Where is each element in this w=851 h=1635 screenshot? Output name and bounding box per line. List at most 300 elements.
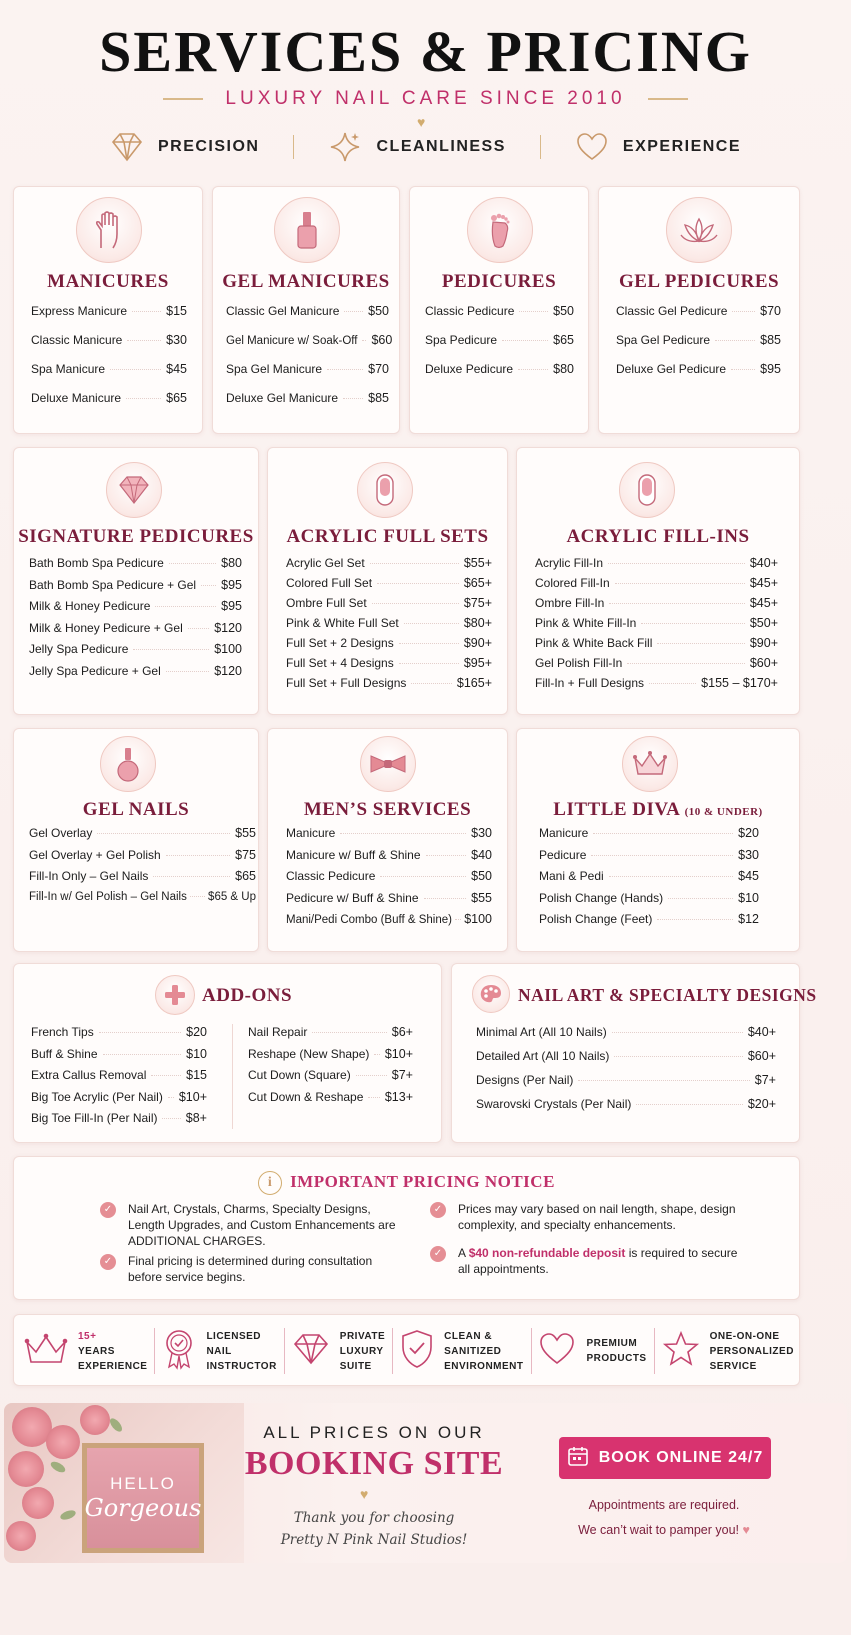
age-note: (10 & UNDER) bbox=[684, 806, 763, 818]
notice-item bbox=[100, 1253, 400, 1285]
price-row bbox=[476, 1025, 776, 1049]
service-name: Big Toe Acrylic (Per Nail) bbox=[31, 1089, 163, 1104]
service-name: Swarovski Crystals (Per Nail) bbox=[476, 1097, 632, 1111]
price-row bbox=[29, 848, 256, 870]
section-title: MEN’S SERVICES bbox=[303, 799, 472, 820]
service-price: $30 bbox=[471, 826, 492, 840]
service-price: $40+ bbox=[747, 1025, 776, 1039]
service-price: $45+ bbox=[749, 596, 778, 610]
service-name: Fill-In + Full Designs bbox=[535, 676, 645, 690]
service-name: Spa Gel Pedicure bbox=[616, 333, 711, 347]
service-price: $50+ bbox=[749, 616, 778, 630]
divider bbox=[531, 1328, 532, 1374]
badge-experience bbox=[24, 1329, 147, 1374]
service-name: Gel Polish Fill-In bbox=[535, 656, 623, 670]
notice-title bbox=[14, 1171, 799, 1195]
divider bbox=[392, 1328, 393, 1374]
leaf bbox=[108, 1416, 124, 1433]
plus-icon bbox=[155, 975, 195, 1015]
sparkle-icon bbox=[328, 130, 362, 164]
service-price: $10 bbox=[738, 890, 759, 905]
price-row bbox=[31, 1111, 207, 1133]
service-name: Deluxe Gel Manicure bbox=[226, 391, 339, 405]
price-list bbox=[425, 304, 574, 391]
price-row bbox=[425, 304, 574, 333]
flower bbox=[8, 1451, 44, 1487]
feature-label: PRECISION bbox=[157, 138, 260, 155]
section-title: SIGNATURE PEDICURES bbox=[18, 526, 254, 547]
price-list bbox=[539, 826, 759, 934]
price-row bbox=[286, 556, 492, 576]
price-list bbox=[226, 304, 393, 420]
service-price: $90+ bbox=[463, 636, 492, 650]
service-name: Jelly Spa Pedicure bbox=[29, 642, 129, 656]
service-price: $80 bbox=[221, 556, 242, 570]
service-price: $50 bbox=[471, 869, 492, 883]
service-price: $80 bbox=[553, 362, 574, 376]
price-row bbox=[29, 578, 242, 600]
price-row bbox=[616, 304, 781, 333]
feature-row bbox=[0, 130, 851, 164]
price-row bbox=[286, 636, 492, 656]
service-name: Classic Pedicure bbox=[425, 304, 515, 318]
polish-bottle-icon bbox=[274, 197, 340, 263]
price-row bbox=[31, 391, 187, 420]
card-gel-manicures bbox=[212, 186, 400, 434]
floral-decoration bbox=[4, 1403, 244, 1563]
card-acrylic-fill-ins bbox=[516, 447, 800, 715]
badge-licensed bbox=[162, 1328, 276, 1375]
service-name: Detailed Art (All 10 Nails) bbox=[476, 1049, 610, 1063]
service-name: Reshape (New Shape) bbox=[248, 1046, 370, 1061]
notice-item bbox=[430, 1245, 740, 1277]
divider bbox=[163, 98, 203, 100]
service-name: Bath Bomb Spa Pedicure + Gel bbox=[29, 577, 197, 592]
service-price: $65+ bbox=[463, 576, 492, 590]
notice-text: Final pricing is determined during consultation before service begins. bbox=[128, 1254, 373, 1284]
service-name: Deluxe Manicure bbox=[31, 391, 122, 405]
service-price: $30 bbox=[166, 333, 187, 347]
service-price: $30 bbox=[738, 847, 759, 862]
service-price: $20+ bbox=[747, 1097, 776, 1111]
price-row bbox=[31, 304, 187, 333]
service-name: Spa Gel Manicure bbox=[226, 362, 323, 376]
service-name: Gel Overlay bbox=[29, 826, 93, 840]
thanks-line: Pretty N Pink Nail Studios! bbox=[280, 1532, 468, 1548]
service-price: $85 bbox=[760, 333, 781, 347]
price-list bbox=[286, 556, 492, 696]
badge-line: INSTRUCTOR bbox=[206, 1360, 277, 1372]
service-name: Jelly Spa Pedicure + Gel bbox=[29, 663, 161, 678]
service-price: $165+ bbox=[456, 676, 492, 690]
price-row bbox=[29, 869, 256, 891]
service-price: $45 bbox=[738, 869, 759, 883]
service-name: Ombre Full Set bbox=[286, 596, 367, 610]
card-nail-art bbox=[451, 963, 817, 1143]
service-price: $8+ bbox=[185, 1111, 207, 1125]
price-row bbox=[31, 333, 187, 362]
service-price: $95 bbox=[760, 362, 781, 376]
service-name: Express Manicure bbox=[31, 304, 128, 318]
sign-hello: HELLO bbox=[110, 1474, 176, 1493]
service-name: French Tips bbox=[31, 1025, 94, 1039]
crown-icon bbox=[24, 1332, 68, 1371]
diamond-icon bbox=[292, 1333, 330, 1370]
check-icon: ✓ bbox=[430, 1246, 446, 1262]
price-row bbox=[286, 616, 492, 636]
badge-text bbox=[710, 1329, 794, 1374]
badge-line: SUITE bbox=[339, 1360, 372, 1372]
service-price: $7+ bbox=[391, 1068, 413, 1082]
service-name: Manicure w/ Buff & Shine bbox=[286, 847, 421, 862]
badge-line: YEARS bbox=[78, 1345, 115, 1357]
crown-icon bbox=[622, 736, 678, 792]
price-row bbox=[286, 826, 492, 848]
price-row bbox=[31, 1068, 207, 1090]
thank-you-message bbox=[244, 1507, 504, 1551]
service-price: $85 bbox=[368, 391, 389, 405]
service-price: $40+ bbox=[749, 556, 778, 570]
appointment-line: Appointments are required. bbox=[588, 1498, 740, 1512]
service-price: $55 bbox=[235, 826, 256, 840]
service-price: $60+ bbox=[747, 1049, 776, 1063]
price-list-right bbox=[248, 1025, 413, 1111]
flower bbox=[6, 1521, 36, 1551]
heart-icon bbox=[575, 130, 609, 164]
price-row bbox=[29, 599, 242, 621]
service-price: $10+ bbox=[178, 1089, 207, 1104]
card-gel-pedicures bbox=[598, 186, 800, 434]
service-name: Buff & Shine bbox=[31, 1046, 98, 1061]
lotus-icon bbox=[666, 197, 732, 263]
badge-clean bbox=[400, 1329, 523, 1374]
shield-check-icon bbox=[400, 1329, 434, 1374]
service-name: Manicure bbox=[539, 826, 589, 840]
price-list-left bbox=[31, 1025, 207, 1133]
service-name: Mani & Pedi bbox=[539, 869, 604, 883]
notice-text: Prices may vary based on nail length, shape, design complexity, and specialty enhancements. bbox=[458, 1202, 736, 1232]
service-price: $60+ bbox=[749, 656, 778, 670]
service-price: $10 bbox=[186, 1046, 207, 1061]
price-row bbox=[286, 912, 492, 934]
section-title: PEDICURES bbox=[441, 271, 557, 292]
footer-banner bbox=[4, 1403, 847, 1563]
section-title: GEL MANICURES bbox=[222, 271, 390, 292]
booking-line2: BOOKING SITE bbox=[244, 1445, 504, 1482]
service-name: Gel Manicure w/ Soak-Off bbox=[226, 335, 358, 347]
book-online-label: BOOK ONLINE 24/7 bbox=[598, 1449, 764, 1466]
price-row bbox=[29, 664, 242, 686]
badge-line: PRODUCTS bbox=[586, 1353, 647, 1364]
service-name: Cut Down (Square) bbox=[248, 1068, 351, 1082]
service-name: Pink & White Back Fill bbox=[535, 636, 653, 650]
deposit-highlight: $40 non-refundable deposit bbox=[468, 1246, 626, 1260]
price-row bbox=[476, 1097, 776, 1121]
service-price: $13+ bbox=[384, 1089, 413, 1104]
service-price: $6+ bbox=[391, 1025, 413, 1039]
service-name: Fill-In Only – Gel Nails bbox=[29, 869, 149, 883]
section-title: GEL NAILS bbox=[82, 799, 190, 820]
diamond-icon bbox=[110, 130, 144, 164]
badge-text bbox=[586, 1336, 646, 1366]
price-row bbox=[31, 362, 187, 391]
service-price: $7+ bbox=[754, 1073, 776, 1087]
divider bbox=[654, 1328, 655, 1374]
service-name: Spa Pedicure bbox=[425, 333, 498, 347]
booking-line1: ALL PRICES ON OUR bbox=[263, 1423, 485, 1442]
price-row bbox=[226, 304, 389, 333]
card-acrylic-full-sets bbox=[267, 447, 508, 715]
service-name: Acrylic Fill-In bbox=[535, 556, 603, 570]
price-row bbox=[286, 676, 492, 696]
price-list bbox=[616, 304, 781, 391]
heart-icon: ♥ bbox=[417, 114, 426, 130]
service-price: $120 bbox=[214, 620, 242, 635]
price-row bbox=[535, 616, 778, 636]
badge-text bbox=[340, 1329, 385, 1374]
service-price: $10+ bbox=[384, 1046, 413, 1061]
notice-text bbox=[458, 1245, 740, 1277]
service-name: Colored Fill-In bbox=[535, 576, 610, 590]
price-row bbox=[286, 891, 492, 913]
heart-icon: ♥ bbox=[360, 1486, 369, 1502]
hand-icon bbox=[76, 197, 142, 263]
price-row bbox=[425, 362, 574, 391]
price-row bbox=[248, 1025, 413, 1047]
subtitle-row bbox=[0, 88, 851, 110]
page-subtitle: LUXURY NAIL CARE SINCE 2010 bbox=[225, 88, 626, 109]
divider bbox=[648, 98, 688, 100]
service-price: $15 bbox=[166, 304, 187, 318]
notice-item bbox=[430, 1201, 740, 1233]
service-name: Pedicure w/ Buff & Shine bbox=[286, 890, 419, 905]
palette-icon bbox=[472, 975, 510, 1013]
feature-label: CLEANLINESS bbox=[376, 138, 506, 155]
service-name: Deluxe Gel Pedicure bbox=[616, 362, 727, 376]
service-price: $120 bbox=[214, 663, 242, 678]
sign-gorgeous: Gorgeous bbox=[84, 1494, 202, 1522]
price-row bbox=[29, 556, 242, 578]
price-row bbox=[286, 656, 492, 676]
badge-premium bbox=[538, 1332, 646, 1371]
price-row bbox=[286, 869, 492, 891]
price-row bbox=[31, 1025, 207, 1047]
service-price: $80+ bbox=[463, 616, 492, 630]
card-add-ons bbox=[13, 963, 442, 1143]
appointment-note bbox=[544, 1493, 784, 1543]
leaf bbox=[59, 1509, 77, 1522]
service-price: $65 & Up bbox=[208, 890, 256, 903]
card-manicures bbox=[13, 186, 203, 434]
service-price: $55 bbox=[471, 890, 492, 905]
card-mens-services bbox=[267, 728, 508, 952]
polish-bottle-icon bbox=[100, 736, 156, 792]
divider bbox=[232, 1024, 233, 1129]
book-online-button[interactable] bbox=[559, 1437, 771, 1479]
price-row bbox=[248, 1068, 413, 1090]
badge-text bbox=[444, 1329, 523, 1374]
service-price: $45+ bbox=[749, 576, 778, 590]
service-price: $50 bbox=[368, 304, 389, 318]
service-name: Full Set + 4 Designs bbox=[286, 656, 394, 670]
service-name: Pink & White Fill-In bbox=[535, 616, 637, 630]
check-icon: ✓ bbox=[430, 1202, 446, 1218]
service-price: $15 bbox=[186, 1068, 207, 1082]
price-row bbox=[616, 333, 781, 362]
service-name: Bath Bomb Spa Pedicure bbox=[29, 556, 164, 570]
service-price: $75+ bbox=[463, 596, 492, 610]
heart-icon: ♥ bbox=[742, 1523, 750, 1537]
price-row bbox=[535, 576, 778, 596]
badge-private-suite bbox=[292, 1329, 385, 1374]
service-price: $20 bbox=[738, 826, 759, 840]
badge-line: LUXURY bbox=[339, 1345, 384, 1357]
price-list bbox=[29, 826, 256, 912]
section-title: ACRYLIC FILL-INS bbox=[566, 526, 750, 547]
price-list bbox=[476, 1025, 776, 1121]
service-price: $95+ bbox=[463, 656, 492, 670]
service-price: $20 bbox=[186, 1025, 207, 1039]
price-row bbox=[539, 912, 759, 934]
header bbox=[0, 0, 851, 180]
nail-icon bbox=[619, 462, 675, 518]
price-list bbox=[535, 556, 778, 696]
service-price: $45 bbox=[166, 362, 187, 376]
service-name: Minimal Art (All 10 Nails) bbox=[476, 1025, 607, 1039]
service-name: Cut Down & Reshape bbox=[248, 1089, 364, 1104]
price-row bbox=[29, 642, 242, 664]
service-price: $50 bbox=[553, 304, 574, 318]
section-title: NAIL ART & SPECIALTY DESIGNS bbox=[518, 985, 817, 1005]
price-list bbox=[286, 826, 492, 934]
service-name: Milk & Honey Pedicure + Gel bbox=[29, 620, 183, 635]
thanks-line: Thank you for choosing bbox=[293, 1510, 455, 1526]
price-row bbox=[425, 333, 574, 362]
badge-line: PRIVATE bbox=[339, 1330, 386, 1342]
service-name: Nail Repair bbox=[248, 1025, 308, 1039]
service-name: Full Set + Full Designs bbox=[286, 676, 407, 690]
price-row bbox=[535, 676, 778, 696]
section-title-text: LITTLE DIVA bbox=[553, 799, 680, 820]
badge-personalized bbox=[662, 1329, 794, 1374]
badge-line: SANITIZED bbox=[444, 1345, 502, 1357]
price-row bbox=[539, 891, 759, 913]
feature-precision bbox=[76, 130, 294, 164]
service-price: $65 bbox=[235, 869, 256, 883]
service-name: Classic Gel Pedicure bbox=[616, 304, 728, 318]
card-gel-nails bbox=[13, 728, 259, 952]
info-icon: i bbox=[258, 1171, 282, 1195]
badge-line: NAIL bbox=[206, 1345, 232, 1357]
price-row bbox=[535, 556, 778, 576]
price-row bbox=[476, 1049, 776, 1073]
feature-label: EXPERIENCE bbox=[622, 138, 742, 155]
service-name: Milk & Honey Pedicure bbox=[29, 599, 151, 613]
service-name: Mani/Pedi Combo (Buff & Shine) bbox=[286, 914, 452, 926]
bow-tie-icon bbox=[360, 736, 416, 792]
flower bbox=[46, 1425, 80, 1459]
section-title: GEL PEDICURES bbox=[618, 271, 780, 292]
price-row bbox=[226, 333, 393, 362]
trust-badges bbox=[13, 1314, 800, 1386]
service-name: Classic Gel Manicure bbox=[226, 304, 340, 318]
nail-icon bbox=[357, 462, 413, 518]
price-row bbox=[29, 891, 256, 913]
price-row bbox=[226, 391, 389, 420]
price-row bbox=[248, 1047, 413, 1069]
service-name: Spa Manicure bbox=[31, 362, 106, 376]
badge-row bbox=[24, 1327, 794, 1375]
service-name: Fill-In w/ Gel Polish – Gel Nails bbox=[29, 890, 187, 903]
foot-icon bbox=[467, 197, 533, 263]
section-title: ACRYLIC FULL SETS bbox=[286, 526, 489, 547]
pamper-line: We can’t wait to pamper you! bbox=[578, 1523, 740, 1537]
price-row bbox=[539, 869, 759, 891]
service-name: Classic Pedicure bbox=[286, 869, 376, 883]
service-price: $55+ bbox=[463, 556, 492, 570]
service-price: $100 bbox=[214, 642, 242, 656]
badge-line: LICENSED bbox=[206, 1330, 261, 1342]
notice-item bbox=[100, 1201, 400, 1249]
badge-line: ENVIRONMENT bbox=[444, 1360, 524, 1372]
service-price: $60 bbox=[371, 333, 393, 347]
badge-line: CLEAN & bbox=[444, 1330, 493, 1342]
price-row bbox=[616, 362, 781, 391]
price-row bbox=[29, 826, 256, 848]
service-name: Pink & White Full Set bbox=[286, 616, 399, 630]
price-row bbox=[31, 1090, 207, 1112]
notice-text-part: is required to secure all appointments. bbox=[458, 1246, 738, 1276]
price-row bbox=[535, 596, 778, 616]
price-row bbox=[535, 656, 778, 676]
leaf bbox=[49, 1460, 67, 1475]
price-row bbox=[286, 596, 492, 616]
notice-title-text: IMPORTANT PRICING NOTICE bbox=[290, 1171, 555, 1191]
service-name: Classic Manicure bbox=[31, 333, 123, 347]
badge-line: EXPERIENCE bbox=[78, 1360, 148, 1372]
price-list bbox=[29, 556, 242, 685]
service-name: Extra Callus Removal bbox=[31, 1068, 147, 1082]
service-price: $75 bbox=[235, 847, 256, 862]
calendar-icon bbox=[567, 1445, 589, 1472]
star-icon bbox=[662, 1331, 700, 1372]
service-price: $90+ bbox=[749, 636, 778, 650]
service-price: $70 bbox=[760, 304, 781, 318]
service-name: Gel Overlay + Gel Polish bbox=[29, 847, 161, 862]
notice-text: Nail Art, Crystals, Charms, Specialty Designs, Length Upgrades, and Custom Enhancements are ADDITIONAL CHARGES. bbox=[128, 1202, 396, 1248]
service-name: Pedicure bbox=[539, 847, 587, 862]
service-name: Colored Full Set bbox=[286, 576, 373, 590]
diamond-icon bbox=[106, 462, 162, 518]
feature-cleanliness bbox=[294, 130, 539, 164]
price-row bbox=[29, 621, 242, 643]
service-price: $70 bbox=[368, 362, 389, 376]
card-little-diva bbox=[516, 728, 800, 952]
price-row bbox=[248, 1090, 413, 1112]
section-title: MANICURES bbox=[47, 271, 169, 292]
service-name: Manicure bbox=[286, 826, 336, 840]
service-price: $65 bbox=[553, 333, 574, 347]
service-price: $40 bbox=[471, 847, 492, 862]
pricing-notice bbox=[13, 1156, 800, 1300]
price-row bbox=[286, 848, 492, 870]
hello-gorgeous-sign bbox=[82, 1443, 204, 1553]
badge-line: 15+ bbox=[78, 1330, 97, 1342]
badge-line: PREMIUM bbox=[586, 1338, 638, 1349]
service-name: Full Set + 2 Designs bbox=[286, 636, 394, 650]
card-signature-pedicures bbox=[13, 447, 259, 715]
badge-text bbox=[78, 1329, 147, 1374]
